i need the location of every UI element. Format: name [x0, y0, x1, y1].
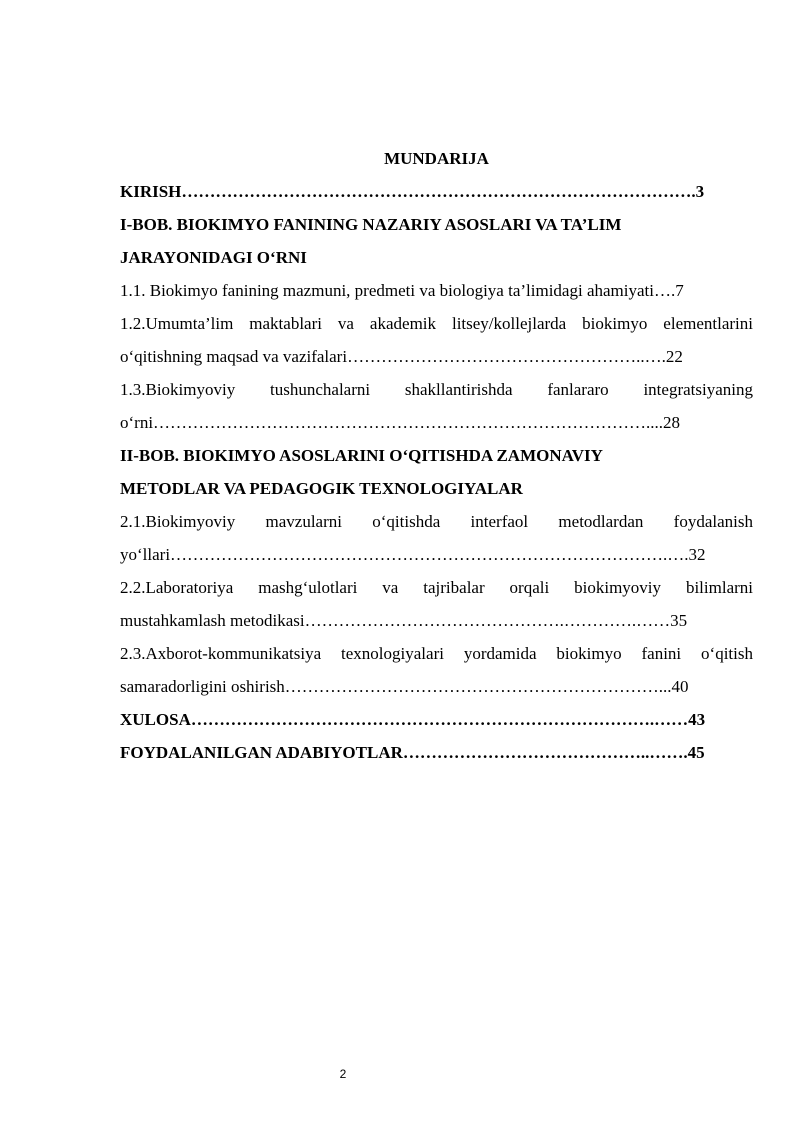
toc-chapter-2-title-line-2: METODLAR VA PEDAGOGIK TEXNOLOGIYALAR — [120, 479, 523, 498]
toc-chapter-2-title-line-1: II-BOB. BIOKIMYO ASOSLARINI O‘QITISHDA ZAMONAVIY — [120, 446, 603, 465]
toc-entry-1-1: 1.1. Biokimyo fanining mazmuni, predmeti va biologiya ta’limidagi ahamiyati….7 — [120, 281, 684, 300]
toc-entry-2-2-line-2: mustahkamlash metodikasi……………………………………….………….……35 — [120, 611, 688, 630]
toc-chapter-1-title-line-2: JARAYONIDAGI O‘RNI — [120, 248, 307, 267]
toc-entry-2-1-line-1: 2.1.Biokimyoviy mavzularni o‘qitishda interfaol metodlardan foydalanish — [120, 512, 753, 531]
toc-entry-foydalanilgan-adabiyotlar: FOYDALANILGAN ADABIYOTLAR……………………………………..…….45 — [120, 743, 705, 762]
toc-entry-xulosa: XULOSA……………………………………………………………………….……43 — [120, 710, 706, 729]
toc-title: MUNDARIJA — [384, 149, 489, 168]
page-number: 2 — [339, 1067, 347, 1081]
toc-entry-1-3-line-1: 1.3.Biokimyoviy tushunchalarni shakllantirishda fanlararo integratsiyaning — [120, 380, 753, 399]
toc-entry-kirish: KIRISH……………………………………………………………………………….3 — [120, 182, 705, 201]
toc-entry-1-3-line-2: o‘rni……………………………………………………………………………....28 — [120, 413, 681, 432]
toc-entry-1-2-line-2: o‘qitishning maqsad va vazifalari……………………………………………..….22 — [120, 347, 683, 366]
toc-entry-1-2-line-1: 1.2.Umumta’lim maktablari va akademik litsey/kollejlarda biokimyo elementlarini — [120, 314, 753, 333]
toc-chapter-1-title-line-1: I-BOB. BIOKIMYO FANINING NAZARIY ASOSLARI VA TA’LIM — [120, 215, 622, 234]
toc-entry-2-2-line-1: 2.2.Laboratoriya mashg‘ulotlari va tajribalar orqali biokimyoviy bilimlarni — [120, 578, 753, 597]
toc-entry-2-1-line-2: yo‘llari…………………………………………………………………………….….32 — [120, 545, 706, 564]
toc-entry-2-3-line-1: 2.3.Axborot-kommunikatsiya texnologiyalari yordamida biokimyo fanini o‘qitish — [120, 644, 753, 663]
toc-entry-2-3-line-2: samaradorligini oshirish…………………………………………………………...40 — [120, 677, 689, 696]
